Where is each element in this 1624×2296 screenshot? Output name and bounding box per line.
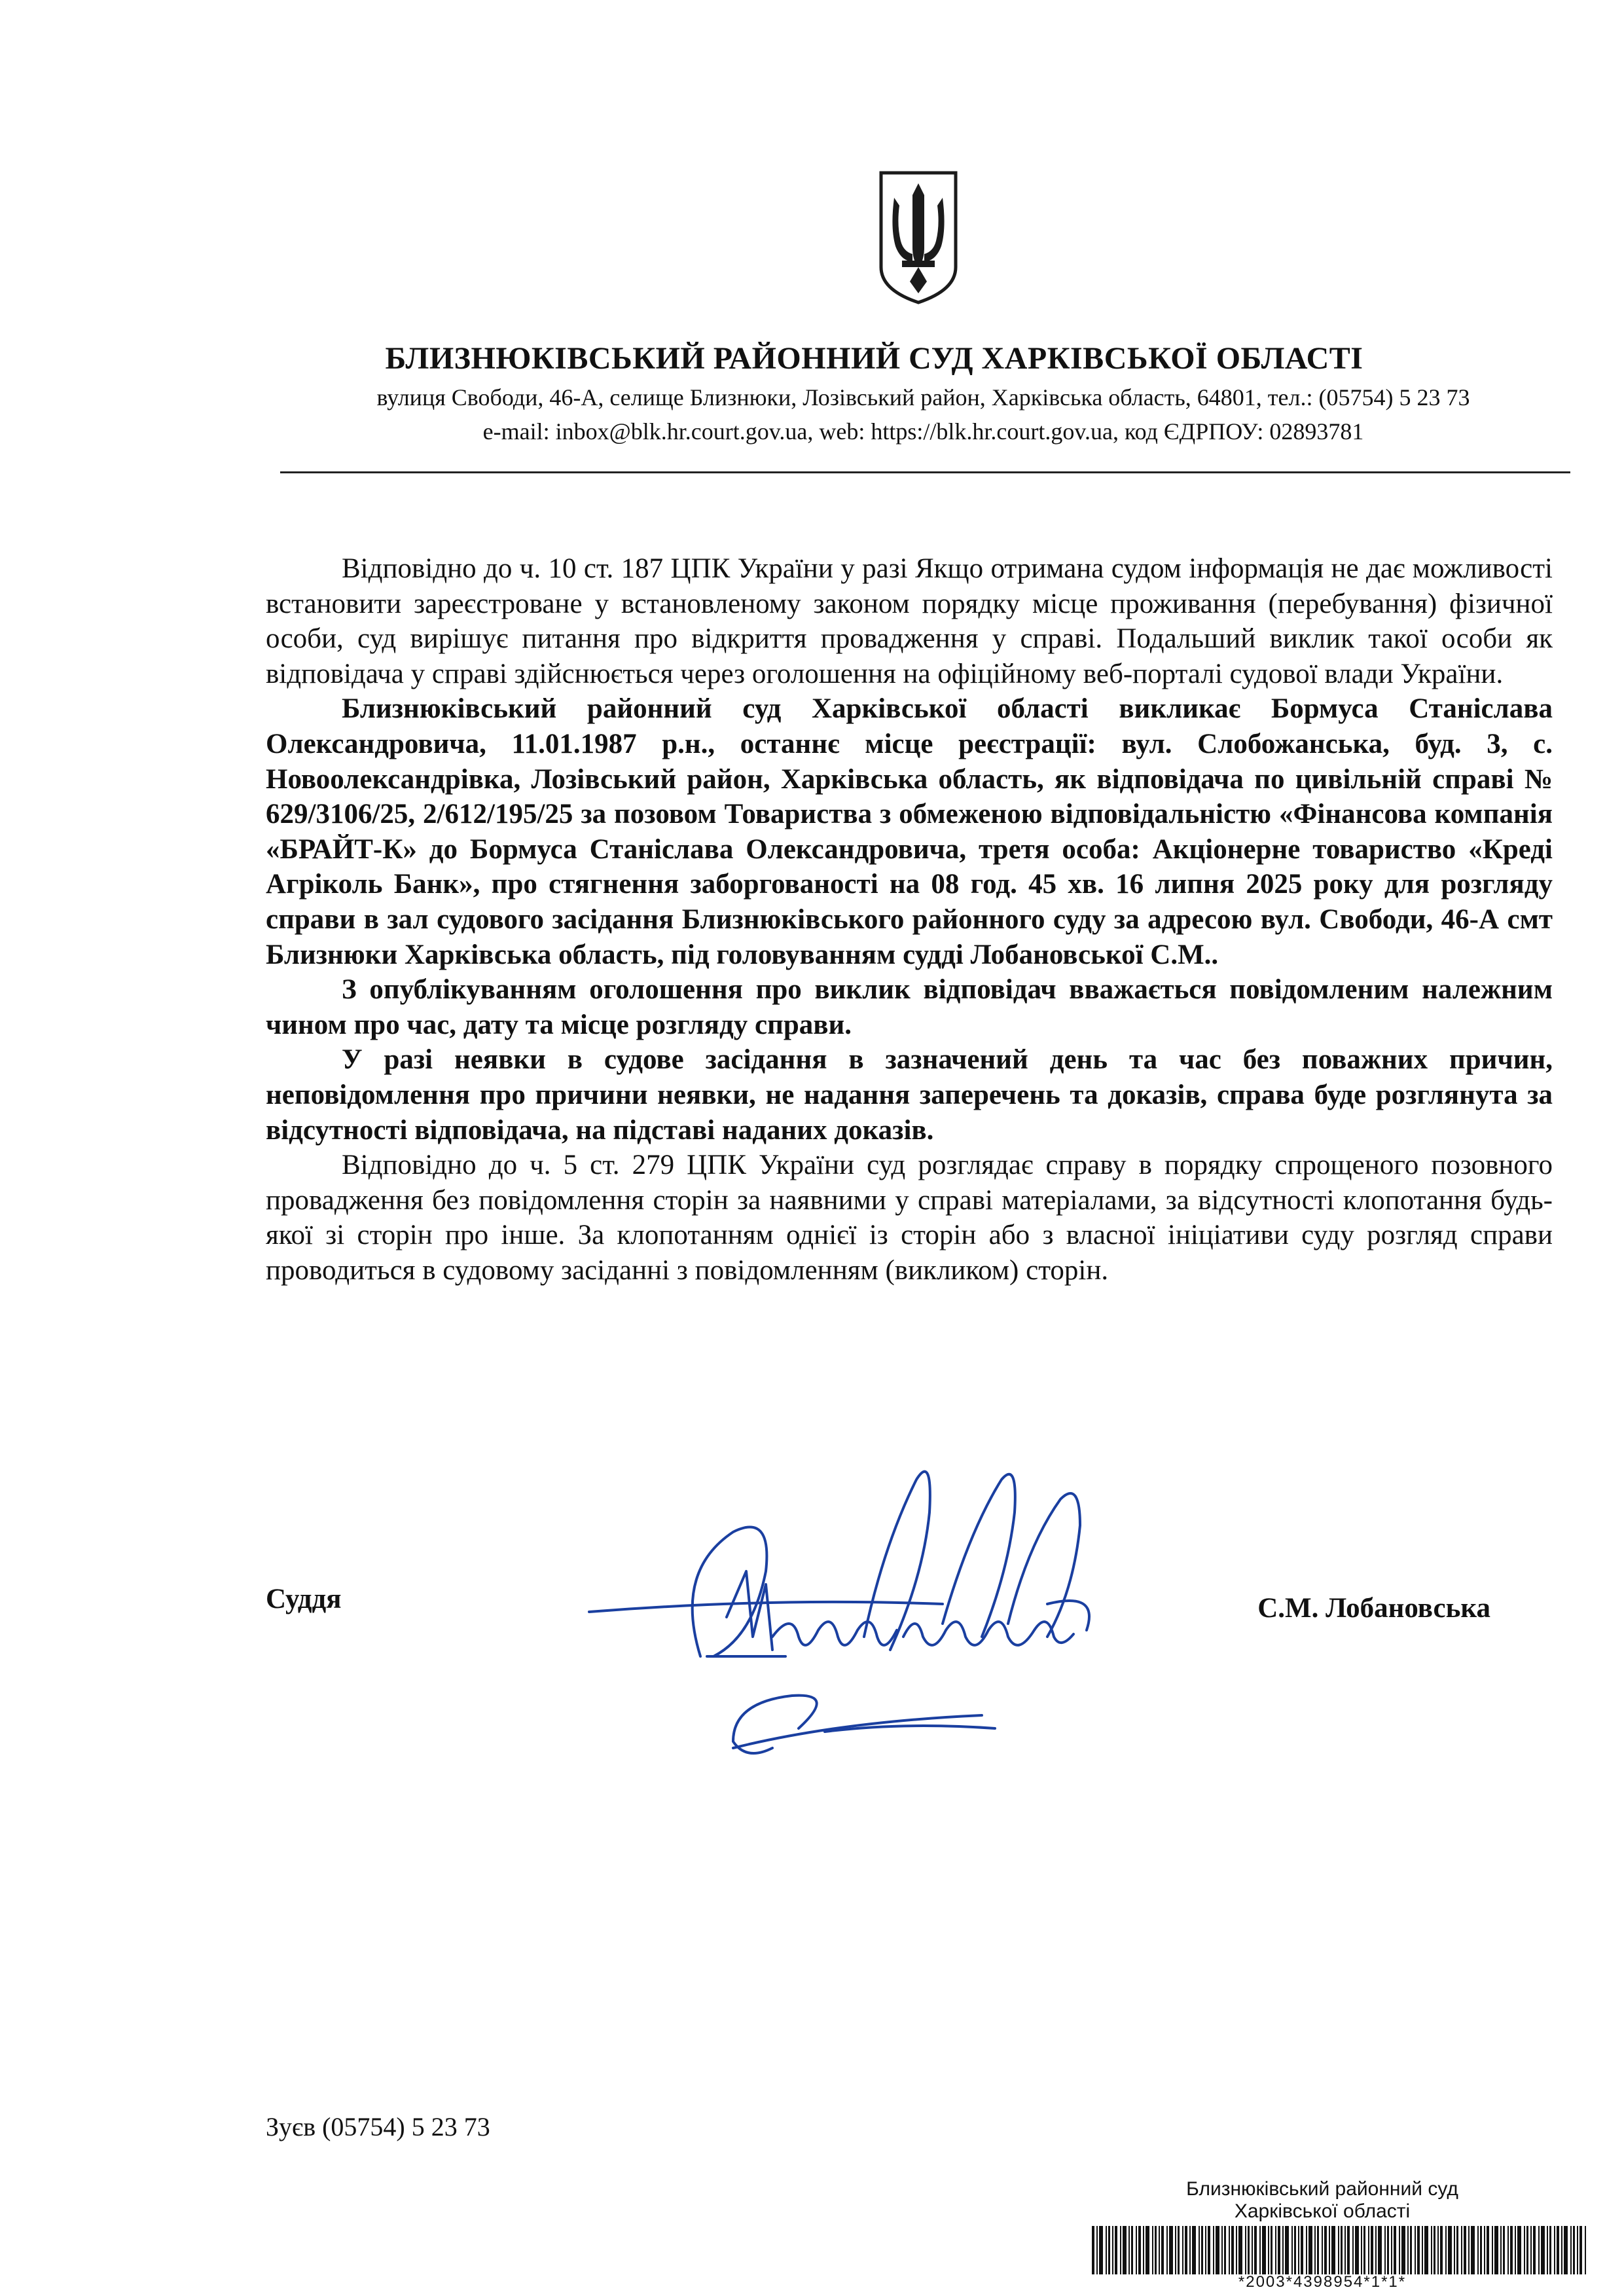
stamp-line-region: Харківської області — [1234, 2200, 1411, 2222]
paragraph-notification: З опублікуванням оголошення про виклик відповідач вважається повідомленим належним чином про час, дату та місце розгляду справи. — [266, 974, 1553, 1040]
signature-title: Суддя — [266, 1584, 342, 1614]
judge-name: С.М. Лобановська — [1257, 1593, 1490, 1624]
paragraph-procedure: Відповідно до ч. 5 ст. 279 ЦПК України суд розглядає справу в порядку спрощеного позовного провадження без повідомлення сторін за наявними у справі матеріалами, за відсутності клопотання будь-якої зі сторін про інше. За клопотанням однієї із сторін або з власної ініціативи суду розгляд справи проводиться в судовому засіданні з повідомленням (викликом) сторін. — [266, 1150, 1553, 1286]
header-divider — [280, 471, 1570, 473]
barcode-icon — [1092, 2226, 1589, 2274]
court-contacts: e-mail: inbox@blk.hr.court.gov.ua, web: https://blk.hr.court.gov.ua, код ЄДРПОУ: 02893781 — [482, 418, 1364, 445]
handwritten-signature — [576, 1440, 1204, 1781]
paragraph-legal-basis: Відповідно до ч. 10 ст. 187 ЦПК України у разі Якщо отримана судом інформація не дає можливості встановити зареєстроване у встановленому законом порядку місце проживання (перебування) фізичної особи, суд вирішує питання про відкриття провадження у справі. Подальший виклик такої особи як відповідача у справі здійснюється через оголошення на офіційному веб-порталі судової влади України. — [266, 553, 1553, 689]
barcode-number: *2003*4398954*1*1* — [1238, 2273, 1407, 2291]
court-title: БЛИЗНЮКІВСЬКИЙ РАЙОННИЙ СУД ХАРКІВСЬКОЇ ОБЛАСТІ — [385, 341, 1363, 376]
paragraph-nonappearance: У разі неявки в судове засідання в зазначений день та час без поважних причин, неповідомлення про причини неявки, не надання заперечень та доказів, справа буде розглянута за відсутності відповідача, на підставі наданих доказів. — [266, 1044, 1553, 1146]
paragraph-summons: Близнюківський районний суд Харківської області викликає Бормуса Станіслава Олександровича, 11.01.1987 р.н., останнє місце реєстрації: вул. Слобожанська, буд. 3, с. Новоолександрівка, Лозівський район, Харківська область, як відповідача по цивільній справі № 629/3106/25, 2/612/195/25 за позовом Товариства з обмеженою відповідальністю «Фінансова компанія «БРАЙТ-К» до Бормуса Станіслава Олександровича, третя особа: Акціонерне товариство «Креді Агріколь Банк», про стягнення заборгованості на 08 год. 45 хв. 16 липня 2025 року для розгляду справи в зал судового засідання Близнюківського районного суду за адресою вул. Свободи, 46-А смт Близнюки Харківська область, під головуванням судді Лобановської С.М.. — [266, 693, 1553, 970]
stamp-line-court: Близнюківський районний суд — [1186, 2178, 1458, 2200]
trident-emblem-icon — [876, 169, 961, 306]
executor-contact: Зуєв (05754) 5 23 73 — [266, 2112, 490, 2141]
registration-stamp — [1054, 2178, 1591, 2223]
court-address: вулиця Свободи, 46-А, селище Близнюки, Лозівський район, Харківська область, 64801, тел.: (05754) 5 23 73 — [376, 384, 1470, 410]
document-body — [266, 551, 1553, 1288]
